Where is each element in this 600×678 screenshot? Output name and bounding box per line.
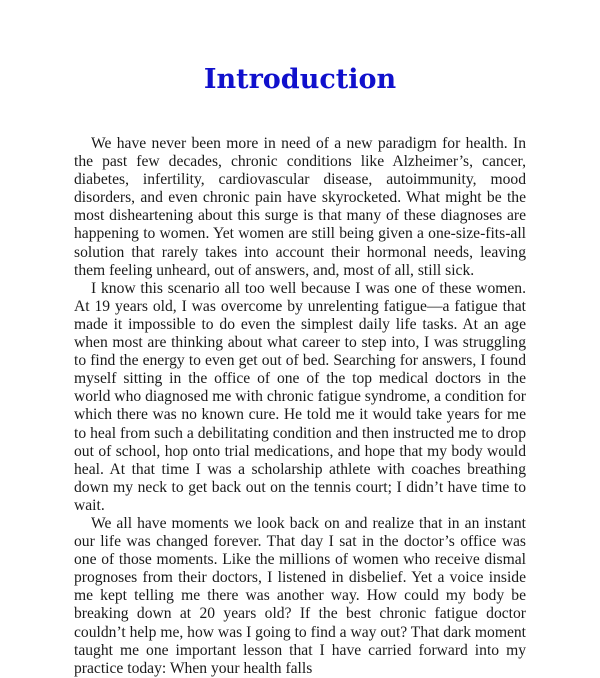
chapter-body	[74, 135, 526, 678]
paragraph: We all have moments we look back on and realize that in an instant our life was changed forever. That day I sat in the doctor’s office was one of those moments. Like the millions of women who receive dismal prognoses from their doctors, I listened in disbelief. Yet a voice inside me kept telling me there was another way. How could my body be breaking down at 20 years old? If the best chronic fatigue doctor couldn’t help me, how was I going to find a way out? That dark moment taught me one important lesson that I have carried forward into my practice today: When your health falls	[74, 514, 526, 677]
chapter-title: Introduction	[203, 64, 397, 95]
paragraph: I know this scenario all too well because I was one of these women. At 19 years old, I was overcome by unrelenting fatigue—a fatigue that made it impossible to do even the simplest daily life tasks. At an age when most are thinking about what career to step into, I was struggling to find the energy to even get out of bed. Searching for answers, I found myself sitting in the office of one of the top medical doctors in the world who diagnosed me with chronic fatigue syndrome, a condition for which there was no known cure. He told me it would take years for me to heal from such a debilitating condition and then instructed me to drop out of school, hop onto trial medications, and hope that my body would heal. At that time I was a scholarship athlete with coaches breathing down my neck to get back out on the tennis court; I didn’t have time to wait.	[74, 279, 526, 514]
paragraph: We have never been more in need of a new paradigm for health. In the past few decades, chronic conditions like Alzheimer’s, cancer, diabetes, infertility, cardiovascular disease, autoimmunity, mood disorders, and even chronic pain have skyrocketed. What might be the most disheartening about this surge is that many of these diagnoses are happening to women. Yet women are still being given a one-size-fits-all solution that rarely takes into account their hormonal needs, leaving them feeling unheard, out of answers, and, most of all, still sick.	[74, 135, 526, 279]
